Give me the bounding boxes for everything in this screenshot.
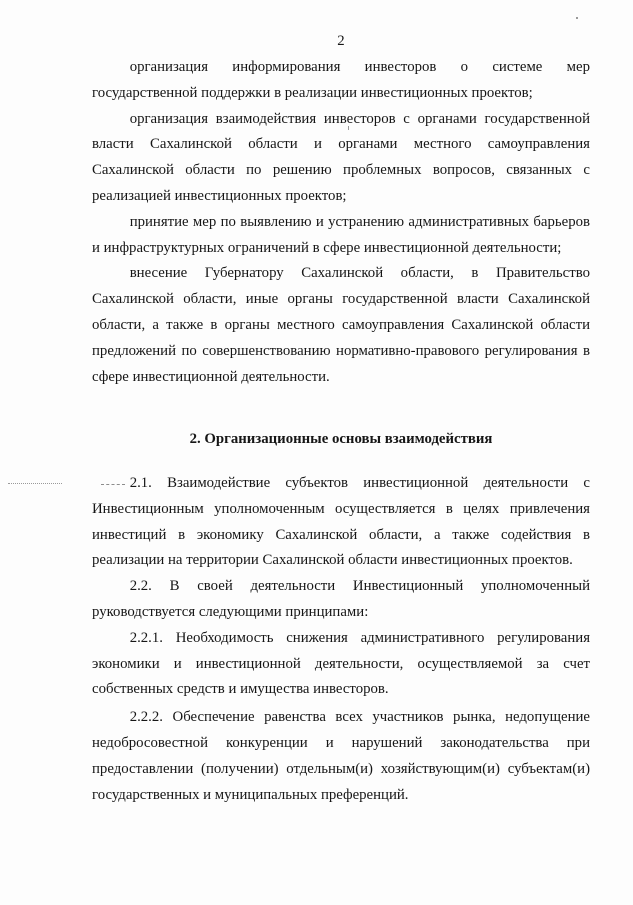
paragraph-line: и инфраструктурных ограничений в сфере инвестиционной деятельности; (92, 239, 562, 256)
paragraph-regulation-proposals (92, 261, 590, 390)
paragraph-line: предложений по совершенствованию нормативно-правового регулирования в (92, 342, 590, 359)
paragraph-line: реализацией инвестиционных проектов; (92, 187, 347, 204)
paragraph-line: 2.2.1. Необходимость снижения административного регулирования (129, 629, 590, 646)
clause-2-2-2 (92, 705, 590, 808)
paragraph-line: 2.2.2. Обеспечение равенства всех участников рынка, недопущение (129, 709, 590, 726)
paragraph-investor-information (92, 55, 590, 107)
paragraph-line: Сахалинской области по решению проблемных вопросов, связанных с (92, 162, 590, 179)
paragraph-line: власти Сахалинской области и органами местного самоуправления (92, 136, 590, 153)
paragraph-line: принятие мер по выявлению и устранению административных барьеров (129, 213, 590, 230)
paragraph-line: экономики и инвестиционной деятельности, осуществляемой за счет (92, 655, 590, 672)
paragraph-line: Сахалинской области, иные органы государственной власти Сахалинской (92, 291, 590, 308)
paragraph-line: предоставлении (получении) отдельным(и) хозяйствующим(и) субъектам(и) (92, 760, 590, 777)
clause-2-1 (92, 471, 590, 574)
paragraph-line: организация взаимодействия инвесторов с органами государственной (129, 110, 590, 127)
paragraph-line: Инвестиционным уполномоченным осуществляется в целях привлечения (92, 500, 590, 517)
paragraph-line: недобросовестной конкуренции и нарушений законодательства при (92, 735, 590, 751)
paragraph-line: внесение Губернатору Сахалинской области, в Правительство (129, 265, 590, 282)
paragraph-line: 2.1. Взаимодействие субъектов инвестиционной деятельности с (129, 475, 590, 492)
paragraph-line: сфере инвестиционной деятельности. (92, 368, 330, 385)
paragraph-line: инвестиций в экономику Сахалинской области, а также содействия в (92, 526, 590, 543)
section-heading: 2. Организационные основы взаимодействия (189, 431, 493, 448)
paragraph-line: 2.2. В своей деятельности Инвестиционный уполномоченный (129, 578, 590, 595)
clause-2-2-1 (92, 626, 590, 703)
scan-artifact-dotted-line (8, 483, 62, 484)
paragraph-line: области, а также в органы местного самоуправления Сахалинской области (92, 316, 590, 333)
paragraph-line: государственных и муниципальных преференций. (92, 786, 409, 803)
paragraph-line: организация информирования инвесторов о системе мер (129, 59, 590, 75)
paragraph-barrier-removal (92, 210, 590, 262)
scan-artifact-dot (576, 17, 578, 19)
paragraph-line: реализации на территории Сахалинской области инвестиционных проектов. (92, 552, 573, 569)
page-number: 2 (337, 33, 345, 49)
paragraph-line: собственных средств и имущества инвесторов. (92, 681, 389, 698)
document-body (92, 55, 590, 808)
clause-2-2 (92, 574, 590, 626)
paragraph-investor-interaction (92, 107, 590, 210)
paragraph-line: государственной поддержки в реализации инвестиционных проектов; (92, 84, 533, 101)
paragraph-line: руководствуется следующими принципами: (92, 604, 369, 621)
